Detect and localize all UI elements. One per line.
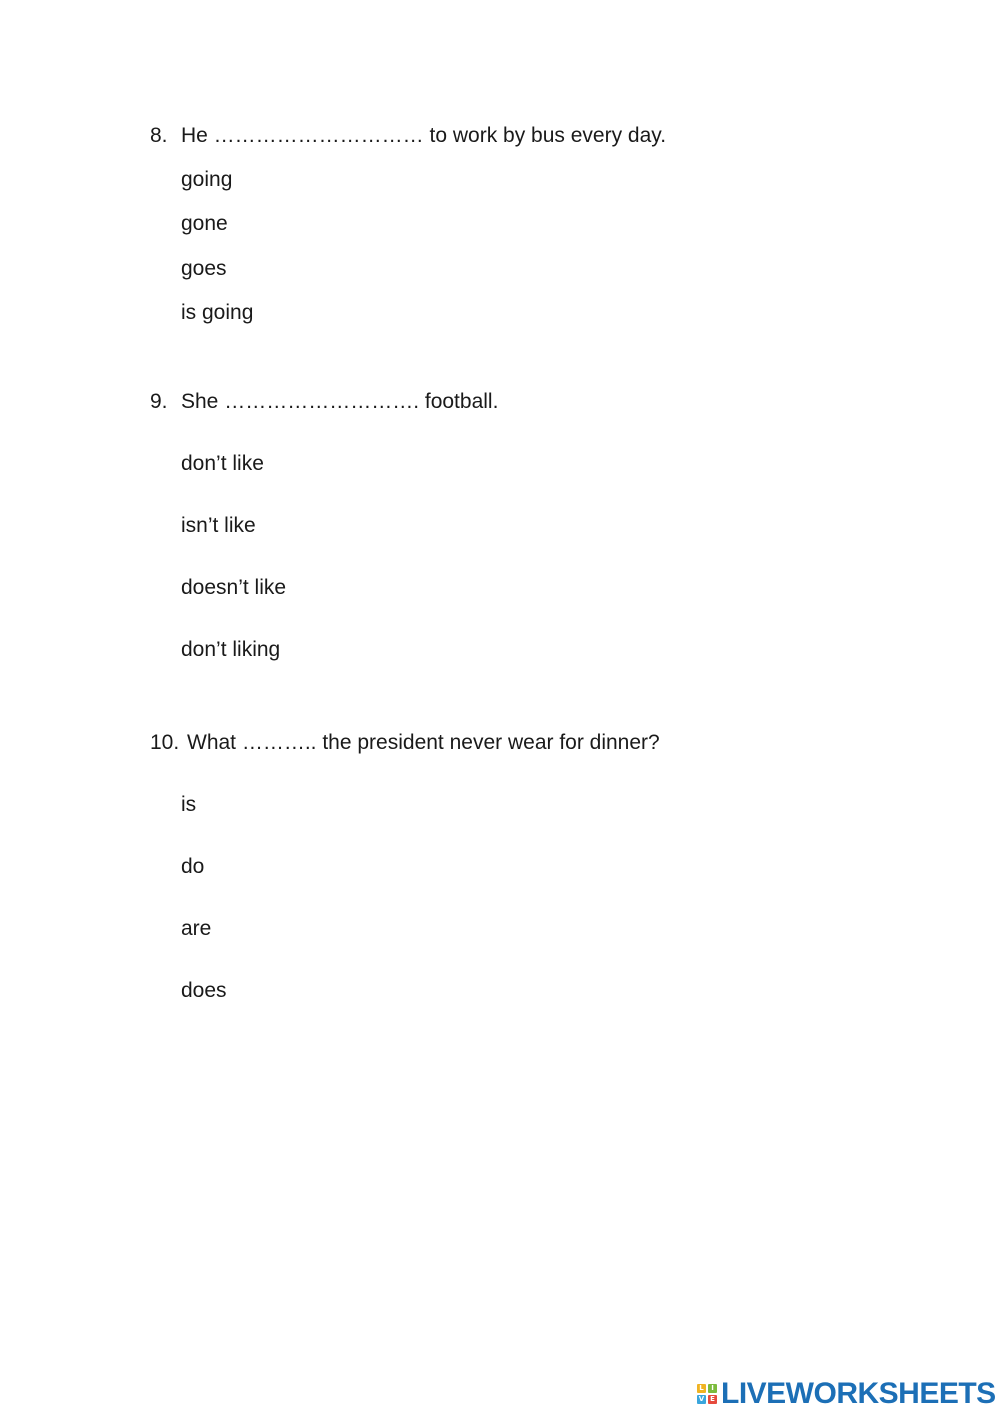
answer-option[interactable]: going <box>181 168 233 191</box>
answer-option[interactable]: does <box>181 979 227 1002</box>
answer-option[interactable]: is <box>181 793 197 816</box>
answer-option[interactable]: do <box>181 855 205 878</box>
question-stem: She ………………………. football. <box>181 390 499 413</box>
logo-tile: I <box>708 1384 717 1393</box>
liveworksheets-logo <box>697 1377 996 1411</box>
logo-mark-icon <box>697 1384 717 1404</box>
question-stem: He ………………………… to work by bus every day. <box>181 124 667 147</box>
answer-option[interactable]: doesn’t like <box>181 576 287 599</box>
answer-option[interactable]: are <box>181 917 212 940</box>
question-number: 9. <box>150 390 168 413</box>
answer-option[interactable]: is going <box>181 301 254 324</box>
question-number: 8. <box>150 124 168 147</box>
answer-option[interactable]: don’t liking <box>181 638 281 661</box>
answer-option[interactable]: don’t like <box>181 452 264 475</box>
logo-tile: E <box>708 1395 717 1404</box>
logo-tile: L <box>697 1384 706 1393</box>
answer-option[interactable]: gone <box>181 212 228 235</box>
answer-option[interactable]: isn’t like <box>181 514 256 537</box>
logo-tile: V <box>698 1395 705 1403</box>
logo-text: LIVEWORKSHEETS <box>721 1377 996 1410</box>
question-stem: What ……….. the president never wear for dinner? <box>187 731 660 754</box>
question-number: 10. <box>150 731 180 754</box>
answer-option[interactable]: goes <box>181 257 227 280</box>
